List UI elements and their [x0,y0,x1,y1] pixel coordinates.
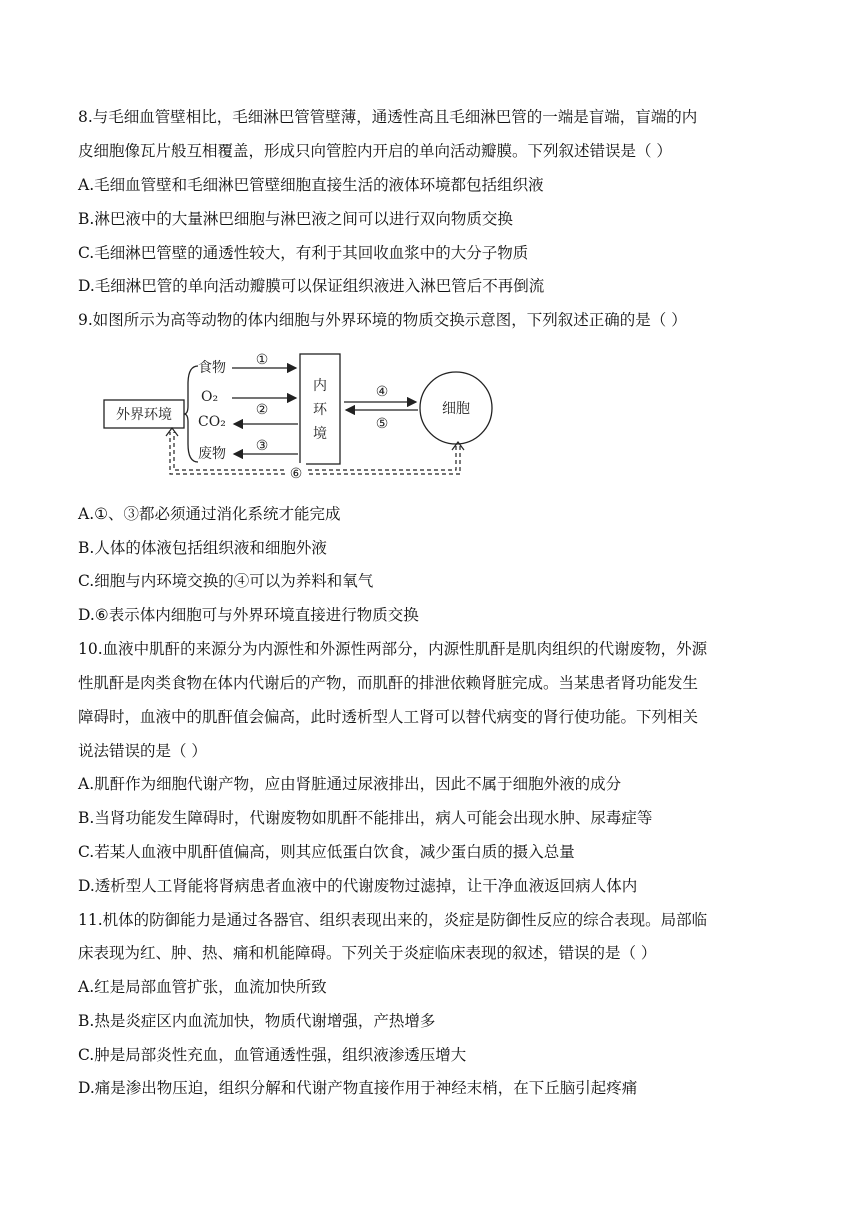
q10-option-b: B.当肾功能发生障碍时，代谢废物如肌酐不能排出，病人可能会出现水肿、尿毒症等 [78,809,653,827]
q10-stem-line1: 10.血液中肌酐的来源分为内源性和外源性两部分，内源性肌酐是肌肉组织的代谢废物，外源 [78,640,708,658]
q8-stem-line1: 8.与毛细血管壁相比，毛细淋巴管管壁薄，通透性高且毛细淋巴管的一端是盲端，盲端的内 [78,108,698,126]
outer-env-label: 外界环境 [116,407,172,423]
q10-option-a: A.肌酐作为细胞代谢产物，应由肾脏通过尿液排出，因此不属于细胞外液的成分 [78,775,622,793]
waste-label: 废物 [198,446,226,462]
brace [184,366,198,462]
label-n6: ⑥ [289,466,303,482]
label-n5: ⑤ [375,416,389,432]
q9-stem: 9.如图所示为高等动物的体内细胞与外界环境的物质交换示意图，下列叙述正确的是（ ） [78,311,687,329]
inner-env-char1: 内 [313,378,327,394]
q10-stem-line4: 说法错误的是（ ） [78,742,207,760]
q8-option-d: D.毛细淋巴管的单向活动瓣膜可以保证组织液进入淋巴管后不再倒流 [78,277,545,295]
q10-stem-line3: 障碍时，血液中的肌酐值会偏高，此时透析型人工肾可以替代病变的肾行使功能。下列相关 [78,708,699,726]
q8-option-b: B.淋巴液中的大量淋巴细胞与淋巴液之间可以进行双向物质交换 [78,210,513,228]
exchange-diagram [100,344,510,486]
q10-option-d: D.透析型人工肾能将肾病患者血液中的代谢废物过滤掉，让干净血液返回病人体内 [78,877,638,895]
q9-option-a: A.①、③都必须通过消化系统才能完成 [78,505,341,523]
q11-option-d: D.痛是渗出物压迫，组织分解和代谢产物直接作用于神经末梢，在下丘脑引起疼痛 [78,1079,638,1097]
inner-env-char2: 环 [313,402,327,418]
label-n2: ② [255,402,269,418]
cell-label: 细胞 [442,401,470,417]
q10-stem-line2: 性肌酐是肉类食物在体内代谢后的产物，而肌酐的排泄依赖肾脏完成。当某患者肾功能发生 [78,674,699,692]
label-n3: ③ [255,438,269,454]
q9-option-b: B.人体的体液包括组织液和细胞外液 [78,539,327,557]
q11-stem-line1: 11.机体的防御能力是通过各器官、组织表现出来的，炎症是防御性反应的综合表现。局部临 [78,911,708,929]
q11-option-b: B.热是炎症区内血流加快，物质代谢增强，产热增多 [78,1012,436,1030]
o2-label: O₂ [201,389,219,405]
q8-option-a: A.毛细血管壁和毛细淋巴管壁细胞直接生活的液体环境都包括组织液 [78,176,544,194]
q9-option-c: C.细胞与内环境交换的④可以为养料和氧气 [78,572,374,590]
q11-option-c: C.肿是局部炎性充血，血管通透性强，组织液渗透压增大 [78,1046,467,1064]
q10-option-c: C.若某人血液中肌酐值偏高，则其应低蛋白饮食，减少蛋白质的摄入总量 [78,843,575,861]
q9-option-d: D.⑥表示体内细胞可与外界环境直接进行物质交换 [78,606,419,624]
co2-label: CO₂ [198,414,226,430]
q8-stem-line2: 皮细胞像瓦片般互相覆盖，形成只向管腔内开启的单向活动瓣膜。下列叙述错误是（ ） [78,142,672,160]
q11-option-a: A.红是局部血管扩张，血流加快所致 [78,978,327,996]
q11-stem-line2: 床表现为红、肿、热、痛和机能障碍。下列关于炎症临床表现的叙述，错误的是（ ） [78,944,657,962]
label-n1: ① [255,352,269,368]
inner-env-char3: 境 [313,426,327,442]
q8-option-c: C.毛细淋巴管壁的通透性较大，有利于其回收血浆中的大分子物质 [78,244,529,262]
food-label: 食物 [198,360,226,376]
label-n4: ④ [375,384,389,400]
